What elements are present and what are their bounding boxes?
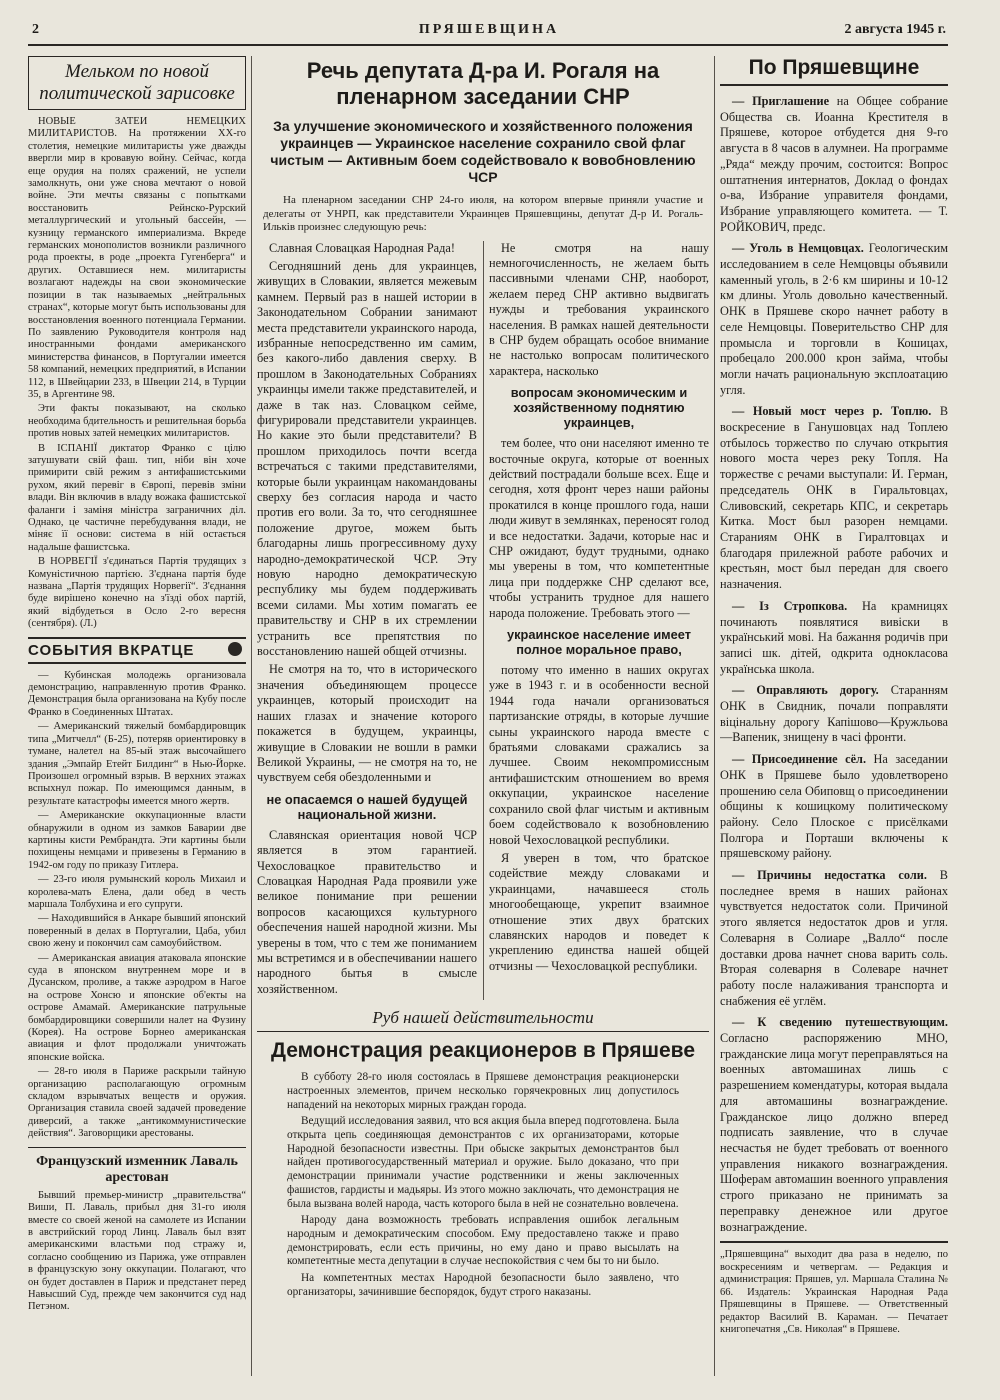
left-paragraph: Эти факты показывают, на сколько необходима бдительность и решительная борьба против новых затей немецких милитаристов. xyxy=(28,403,246,440)
news-item xyxy=(720,752,948,862)
news-item xyxy=(720,1015,948,1235)
left-box-title: Мельком по новой политической зарисовке xyxy=(28,56,246,110)
news-item-lead: — Із Стропкова. xyxy=(732,598,848,613)
left-column xyxy=(28,56,246,1376)
speech-paragraph: Не смотря на нашу немногочисленность, не желаем быть пассивными членами СНР, наоборот, желаем перед СНР активно выдвигать нужды и требования украинского населения. В рамках нашей деятельности в СНР будем обращать особое внимание не настолько вопросам политического характера, насколько xyxy=(489,240,709,378)
speech-body xyxy=(257,241,709,1001)
left-paragraph: НОВЫЕ ЗАТЕИ НЕМЕЦКИХ МИЛИТАРИСТОВ. На протяжении XX-го столетия, немецкие милитаристы уже дважды ввергли мир в кровавую войну. Сейчас, когда еще орудия на полях сражений, не успели замолкнуть, они уже снова мечтают о новой войне. Эти мечты связаны с попытками восстановить Рейнско-Рурский металлургический и угольный бассейн, — кузницу германского империализма. Вкреде германских монополистов возникли различного рода проекты, в роде „проекта Гугенберга“ и других. Оставшиеся нем. милитаристы возлагают надежды на свои экономические позиции в так называемых „нейтральных странах“, которые могут быть использованы для восстановления военного потенциала Германии. По заявлению Руководителя контроля над иностранными фондами американского министерства финансов, в Португалии имеется 58 компаний, немецких предприятий, в Испании 112, в Швейцарии 233, в Швеции 214, в Турции 35, в Аргентине 98. xyxy=(28,116,246,400)
speech-intro: На пленарном заседании СНР 24-го июля, на котором впервые приняли участие и делегаты от УНРП, как представители Украинцев Пряшевщины, депутат Д-р И. Рогаль-Ильків произнес следующую речь: xyxy=(263,194,703,233)
news-item xyxy=(720,241,948,398)
demonstration-article xyxy=(287,1071,679,1299)
speech-pullquote: вопросам экономическим и хозяйственному поднятию украинцев, xyxy=(510,385,688,431)
speech-paragraph: потому что именно в наших округах уже в 1943 г. и в особенности весной 1944 года начали организоваться партизанские отряды, в которые лучшие сыны украинского народа вместе с братьями словаками сражались за лучшее. Своим некомпромиссным антифашистским отношением во время оккупации, украинское население сохранило свой флаг чистым и активным боем содействовало к возобновлению новой Чехословацкой республики. xyxy=(489,663,709,847)
news-item-lead: — Уголь в Немцовцах. xyxy=(732,241,864,256)
news-item-lead: — Присоединение сёл. xyxy=(732,752,867,767)
newspaper-title: ПРЯШЕВЩИНА xyxy=(418,22,560,37)
rubric-title: Руб нашей действительности xyxy=(257,1008,709,1032)
news-item xyxy=(720,404,948,592)
news-item xyxy=(720,683,948,746)
local-news-headline: По Пряшевщине xyxy=(720,56,948,86)
event-item: — Кубинская молодежь организовала демонстрацию, направленную против Франко. Демонстрация была организована на Кубу после Франко в Соединенных Штатах. xyxy=(28,669,246,718)
news-item-text: на Общее собрание Общества св. Иоанна Крестителя в Пряшеве, которое отбудется дня 9-го августа в 8 часов в алумнеи. На программе „Ряда“ между прочим, состоится: Вопрос оштатнения интернатов, Доклад о фондах о-ва, Избрание управителя фондами, Избрание управляющего комитета. — Т. РОЙКОВИЧ, предс. xyxy=(720,94,948,234)
speech-pullquote: не опасаемся о нашей будущей национальной жизни. xyxy=(266,791,468,822)
local-news-list xyxy=(720,94,948,1235)
globe-icon xyxy=(228,642,242,656)
news-item-text: На крамницях починають появлятися вивіски в український мові. На бажання родичів при записі шк. дітей, одкрита однокласова українська школа. xyxy=(720,598,948,676)
events-list xyxy=(28,670,246,1141)
speech-paragraph: Я уверен в том, что братское содействие между словаками и украинцами, начавшееся столь многообещающе, укрепит взаимное отношение этих двух братских славянских народов и поведет к укреплению единства нашей общей отчизны — Чехословацкой республики. xyxy=(489,850,709,973)
demonstration-headline: Демонстрация реакционеров в Пряшеве xyxy=(270,1039,695,1063)
event-item: — Американский тяжелый бомбардировщик типа „Митчелл“ (Б-25), потеряв ориентировку в тумане, налетел на 85-ый этаж высочайшего здания „Эмпайр Етейт Билдинг“ в Нью-Йорке. Произошел огромный взрыв. В верхних этажах вспыхнул пожар. По имеющимся данным, в результате катастрофы имеется много жертв. xyxy=(28,721,246,807)
news-item-lead: — Причины недостатка соли. xyxy=(732,868,927,883)
demonstration-paragraph: На компетентных местах Народной безопасности было заявлено, что организаторы, зачинившие беспорядок, будут строго наказаны. xyxy=(287,1272,679,1298)
speech-pullquote: украинское население имеет полное моральное право, xyxy=(507,627,691,658)
events-banner-label: СОБЫТИЯ ВКРАТЦЕ xyxy=(28,641,195,659)
event-item: — Американская авиация атаковала японские суда в японском внутреннем море и в Дусанском, проливе, а также аэродром в Нагое на острове Хонсю и японские об'екты на острове Амамай. Американские патрульные бомбардировщики совершили налет на Фузину (Корея). На острове Борнео американская авиация и флот продолжали уничтожать японские войска. xyxy=(28,952,246,1063)
right-column xyxy=(720,56,948,1376)
event-item: — Американские оккупационные власти обнаружили в одном из замков Баварии две картины кисти Рембрандта. Эти картины были похищены немцами и привезены в Германию в 1942-ом году по приказу Гитлера. xyxy=(28,810,246,871)
speech-paragraph: Славянская ориентация новой ЧСР является в этом гарантией. Чехословацкое правительство и Словацкая Народная Рада проявили уже великое понимание при решении вопросов касающихся культурного обеспечения нашей народной жизни. Мы уверены в том, что с тем же пониманием мы встретимся и в обеспечивании нашего народного бытья в смысле хозяйственном. xyxy=(257,827,477,996)
speech-headline: Речь депутата Д-ра И. Рогаля на пленарном заседании СНР xyxy=(306,58,660,109)
demonstration-paragraph: В субботу 28-го июля состоялась в Пряшеве демонстрация реакционерски настроенных элементов, причем несколько горячекровных лиц допустилось нападений на некоторых мирных граждан города. xyxy=(287,1071,679,1111)
demonstration-paragraph: Народу дана возможность требовать исправления ошибок легальным народным и демократическим способом. Ему предоставлено также и право демонстрировать, если есть причины, но ему дано и право высылать на компетентные места депутации в случае неспокойствия с чем бы то ни было. xyxy=(287,1214,679,1268)
news-item-text: В воскресение в Ганушовцах над Топлею отбылось торжество по случаю открытия нового моста через реку Топля. На торжестве с речами выступали: И. Герман, председатель ОНК в Гиральтовцах, Сливовский, секретарь КПС, и секретарь Китка. Мост был разорен немцами. Стараниям ОНК в Гиралтовцах и благодаря прилежной работе рабочих и крестьян, мост был передан для своего назначения. xyxy=(720,404,948,592)
event-item: — Находившийся в Анкаре бывший японский поверенный в делах в Португалии, Цаба, убил свою жену и покончил сам самоубийством. xyxy=(28,913,246,950)
news-item-text: Согласно распоряжению МНО, гражданские лица могут переправляться на военных автомашинах лишь с разрешением комендатуры, которая выдала для автомашины вознаграждение. Гражданское лицо должно вперед подписать заявление, что в случае несчастья не будет требовать от военного управления никакого вознаграждения. Шоферам автомашин военного управления строго приказано не принимать за переправку денежное или другое вознаграждение. xyxy=(720,1031,948,1234)
left-intro xyxy=(28,116,246,631)
speech-paragraph: Не смотря на то, что в исторического значения объединяющем процессе украинцев, который происходит на наших глазах и значение которого покажется в будущем, украинцы, живущие в Словакии не вошли в рамки Великой Украины, — не смотря на то, не чувствуем себя обездоленными и xyxy=(257,662,477,785)
laval-article xyxy=(28,1190,246,1314)
news-item-lead: — Приглашение xyxy=(732,94,830,108)
column-divider-left xyxy=(251,56,252,1376)
speech-paragraph: Сегодняшний день для украинцев, живущих в Словакии, является межевым камнем. Первый раз в нашей истории в Законодательном Собрании занимают места представители украинского народа, избранные непосредственно им самим, без какого-либо давления сверху. В прошлом в Законодательных Собраниях украинцы имели также представителей, и даже в так наз. Словацком сейме, фигурировали представители украинцев. Но какие это были представители? В прошлом приходилось почти всегда встречаться с такими представителями, которые были украинцам накомандованы сверху без согласия народа и часто против его воли. За то, что сегодняшнее положение другое, можем быть благодарны лишь прогрессивному духу народно-демократической ЧСР. Эту новую народно демократическую республику мы будем поддерживать всеми силами. Мы хотим помагать ее правительству и СНР в их стремлении устранить все препятствия по восстановлению нашей общей отчизны. xyxy=(257,258,477,659)
news-item-lead: — Оправляють дорогу. xyxy=(732,683,879,698)
news-item xyxy=(720,94,948,235)
middle-column xyxy=(257,56,709,1376)
issue-date: 2 августа 1945 г. xyxy=(844,22,946,37)
left-paragraph: В НОРВЕГІЇ з'єдинаться Партія трудящих з Комуністичною партією. З'єднана партія буде названа „Партія трудящих Норвегії“. З'єднання буде вирішено конечно на з'їзді обох партій, який відбудеться в Осло 2-го вересня (сентября). (Л.) xyxy=(28,556,246,630)
speech-column-a xyxy=(257,241,477,1001)
masthead xyxy=(32,22,946,42)
news-item-lead: — К сведению путешествующим. xyxy=(732,1015,948,1030)
left-separator xyxy=(28,1147,246,1148)
left-paragraph: В ІСПАНІЇ диктатор Франко с цілю затушувати свій фаш. тип, ніби він хоче примирити свій режим з антифашистськими рухом, який перевіг в Європі, перевів зміни влади. Він включив в владу вожака фашистської фаланги і заміня міністра заграничних діл. Однако, це частичне перебудування влади, не міняє її основи: система в ній остається надальше фашистська. xyxy=(28,442,246,553)
speech-paragraph: Славная Словацкая Народная Рада! xyxy=(269,240,455,255)
speech-column-b xyxy=(489,241,709,1001)
laval-headline: Французский изменник Лаваль арестован xyxy=(36,1153,238,1185)
demonstration-paragraph: Ведущий исследования заявил, что вся акция была вперед подготовлена. Была открыта цепь соединяющая демонстрантов с их организаторами, которые Народной безопасности известны. При обыске закрытых демонстрантов был найден противогосударственный материал и оружие. Было доказано, что при демонстрации принимали участие родственники и жены заключенных фашистов, гардисты и мадьяры. Из этого можно заключать, что демонстрация не была вызвана волей народа, часть которого была в ней не сознательно вовлечена. xyxy=(287,1115,679,1210)
masthead-rule xyxy=(28,44,948,46)
news-item-lead: — Новый мост через р. Топлю. xyxy=(732,404,932,419)
news-item xyxy=(720,599,948,678)
news-item xyxy=(720,868,948,1009)
events-banner xyxy=(28,637,246,664)
news-item-text: Старанням ОНК в Свидник, почали поправляти віцінальну дорогу Капішово—Кружльова—Вапеник, знищену в часі фронти. xyxy=(720,683,948,745)
speech-column-rule xyxy=(483,241,484,1001)
event-item: — 28-го июля в Париже раскрыли тайную организацию располагающую огромным складом взрывчатых веществ и оружия. Организация ставила своей задачей проведение диверсий, а также „антикоммунистические действия“. Заговорщики арестованы. xyxy=(28,1066,246,1140)
speech-deck: За улучшение экономического и хозяйственного положения украинцев — Украинское население сохранило свой флаг чистым — Активным боем содействовало к вовобновлению ЧСР xyxy=(270,118,696,185)
news-item-text: В последнее время в наших районах чувствуется недостаток соли. Причиной этого является недостаток дров и угля. Солеварня в Солиаре „Валло“ после доставки дрова начнет снова варить соль. Вторая солеварня в Солеваре начнет работу после налаживания транспорта и снабжения её углём. xyxy=(720,868,948,1008)
event-item: — 23-го июля румынский король Михаил и королева-мать Елена, дали обед в честь маршала Толбухина и его супруги. xyxy=(28,874,246,910)
news-item-text: Геологическим исследованием в селе Немцовцы объявили каменный уголь, в 2·6 км ширины и 10-12 км длины. Уголь довольно качественный. ОНК в Пряшеве скоро начнет работу в селе Немцовцы. Поверительство СНР для промысла и торговли в Кошицах, пробецало 200.000 крон займа, чтобы могли начать рациональную эксплоатацию угля. xyxy=(720,241,948,397)
news-item-text: На заседании ОНК в Пряшеве было удовлетворено прошению села Обиповщ о присоединении общины к кошицкому политическому району. Село Плоское с присёлками Полгора и Порташи включены к пряшевскому району. xyxy=(720,752,948,861)
page-number: 2 xyxy=(32,22,39,37)
laval-paragraph: Бывший премьер-министр „правительства“ Виши, П. Лаваль, прибыл дня 31-го июля вместе со своей женой на самолете из Испании в австрийский город Линц. Лаваль был взят американскими властьми под стражу и, согласно сообщению из Парижа, уже отправлен в французскую зону оккупации. Полагают, что он будет доставлен в Париж и предстанет перед Навысший Суд, прежде чем закончится суд над Петэном. xyxy=(28,1189,246,1313)
column-divider-right xyxy=(714,56,715,1376)
colophon: „Пряшевщина“ выходит два раза в неделю, по воскресениям и четвергам. — Редакция и администрация: Пряшев, ул. Маршала Сталина № 66. Издатель: Украинская Народная Рада Пряшевщины в Пряшеве. — Ответственный редактор Василий В. Караман. — Печатает книгопечатня „Св. Николая“ в Пряшеве. xyxy=(720,1241,948,1337)
speech-paragraph: тем более, что они населяют именно те восточные округа, которые от военных действий пострадали больше всех. Еще и сегодня, хотя фронт через наши районы прокатился в конце прошлого года, наши люди живут в землянках, переносят голод и все недостатки. Задачи, которые нас и СНР ожидают, будут трудными, однако мы уверены в том, что компетентные лица при поддержке СНР сделают все, чтобы устранить трудное для нашего народа положение. Требовать этого — xyxy=(489,436,709,620)
